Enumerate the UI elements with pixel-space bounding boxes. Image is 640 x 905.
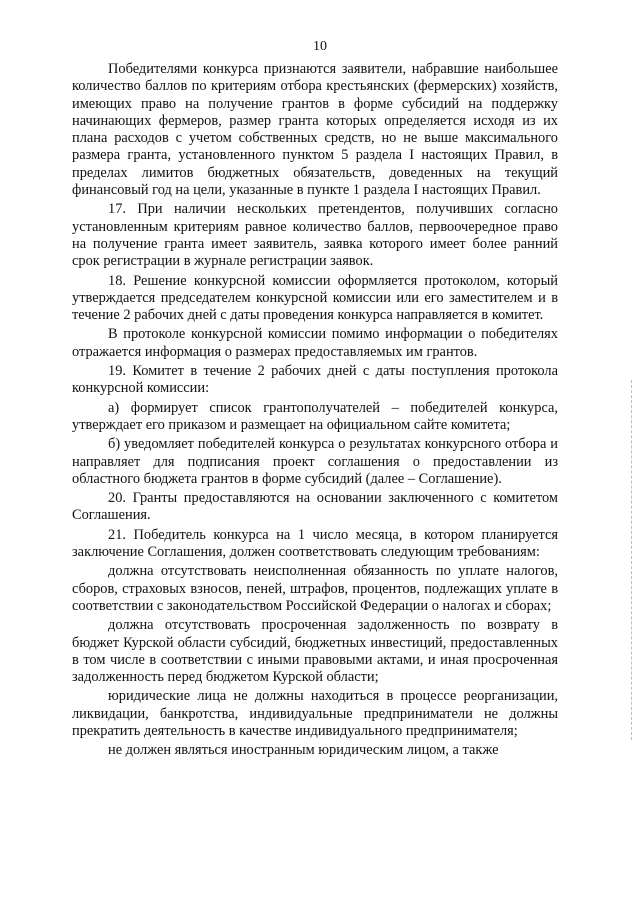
requirement-no-reorganization: юридические лица не должны находиться в процессе реорганизации, ликвидации, банкротства, индивидуальные предприниматели не должны прекратить деятельность в качестве индивидуального предпринимателя;: [72, 688, 558, 739]
requirement-not-foreign-entity: не должен являться иностранным юридическим лицом, а также: [108, 742, 499, 759]
scan-edge-line: [630, 380, 632, 740]
paragraph-19-b: б) уведомляет победителей конкурса о результатах конкурсного отбора и направляет для подписания проект соглашения о предоставлении из областного бюджета грантов в форме субсидий (далее – Соглашение).: [72, 436, 558, 487]
requirement-no-tax-debt: должна отсутствовать неисполненная обязанность по уплате налогов, сборов, страховых взносов, пеней, штрафов, процентов, подлежащих уплате в соответствии с законодательством Российской Федерации о налогах и сборах;: [72, 563, 558, 614]
paragraph-17: 17. При наличии нескольких претендентов, получивших согласно установленным критериям равное количество баллов, первоочередное право на получение гранта имеет заявитель, заявка которого имеет более ранний срок регистрации в журнале регистрации заявок.: [72, 201, 558, 270]
paragraph-19: 19. Комитет в течение 2 рабочих дней с даты поступления протокола конкурсной комиссии:: [72, 363, 558, 397]
document-body: [72, 61, 558, 760]
requirement-no-budget-debt: должна отсутствовать просроченная задолженность по возврату в бюджет Курской области субсидий, бюджетных инвестиций, предоставленных в том числе в соответствии с иными правовыми актами, и иная просроченная задолженность перед бюджетом Курской области;: [72, 617, 558, 686]
paragraph-19-a: а) формирует список грантополучателей – победителей конкурса, утверждает его приказом и размещает на официальном сайте комитета;: [72, 399, 558, 433]
page-number: 10: [313, 39, 327, 54]
paragraph-21: 21. Победитель конкурса на 1 число месяца, в котором планируется заключение Соглашения, должен соответствовать следующим требованиям:: [72, 526, 558, 561]
paragraph-18: 18. Решение конкурсной комиссии оформляется протоколом, который утверждается председателем конкурсной комиссии или его заместителем и в течение 2 рабочих дней с даты проведения конкурса направляется в комитет.: [72, 272, 558, 324]
paragraph-protocol-info: В протоколе конкурсной комиссии помимо информации о победителях отражается информация о размерах предоставляемых им грантов.: [72, 326, 558, 360]
paragraph-winners: Победителями конкурса признаются заявители, набравшие наибольшее количество баллов по критериям отбора крестьянских (фермерских) хозяйств, имеющих право на получение грантов в форме субсидий на поддержку начинающих фермеров, размер гранта которых определяется исходя из их плана расходов с учетом собственных средств, но не выше максимального размера гранта, установленного пунктом 5 раздела I настоящих Правил, в пределах лимитов бюджетных обязательств, доведенных на текущий финансовый год на цели, указанные в пункте 1 раздела I настоящих Правил.: [72, 61, 558, 199]
paragraph-20: 20. Гранты предоставляются на основании заключенного с комитетом Соглашения.: [72, 490, 558, 524]
